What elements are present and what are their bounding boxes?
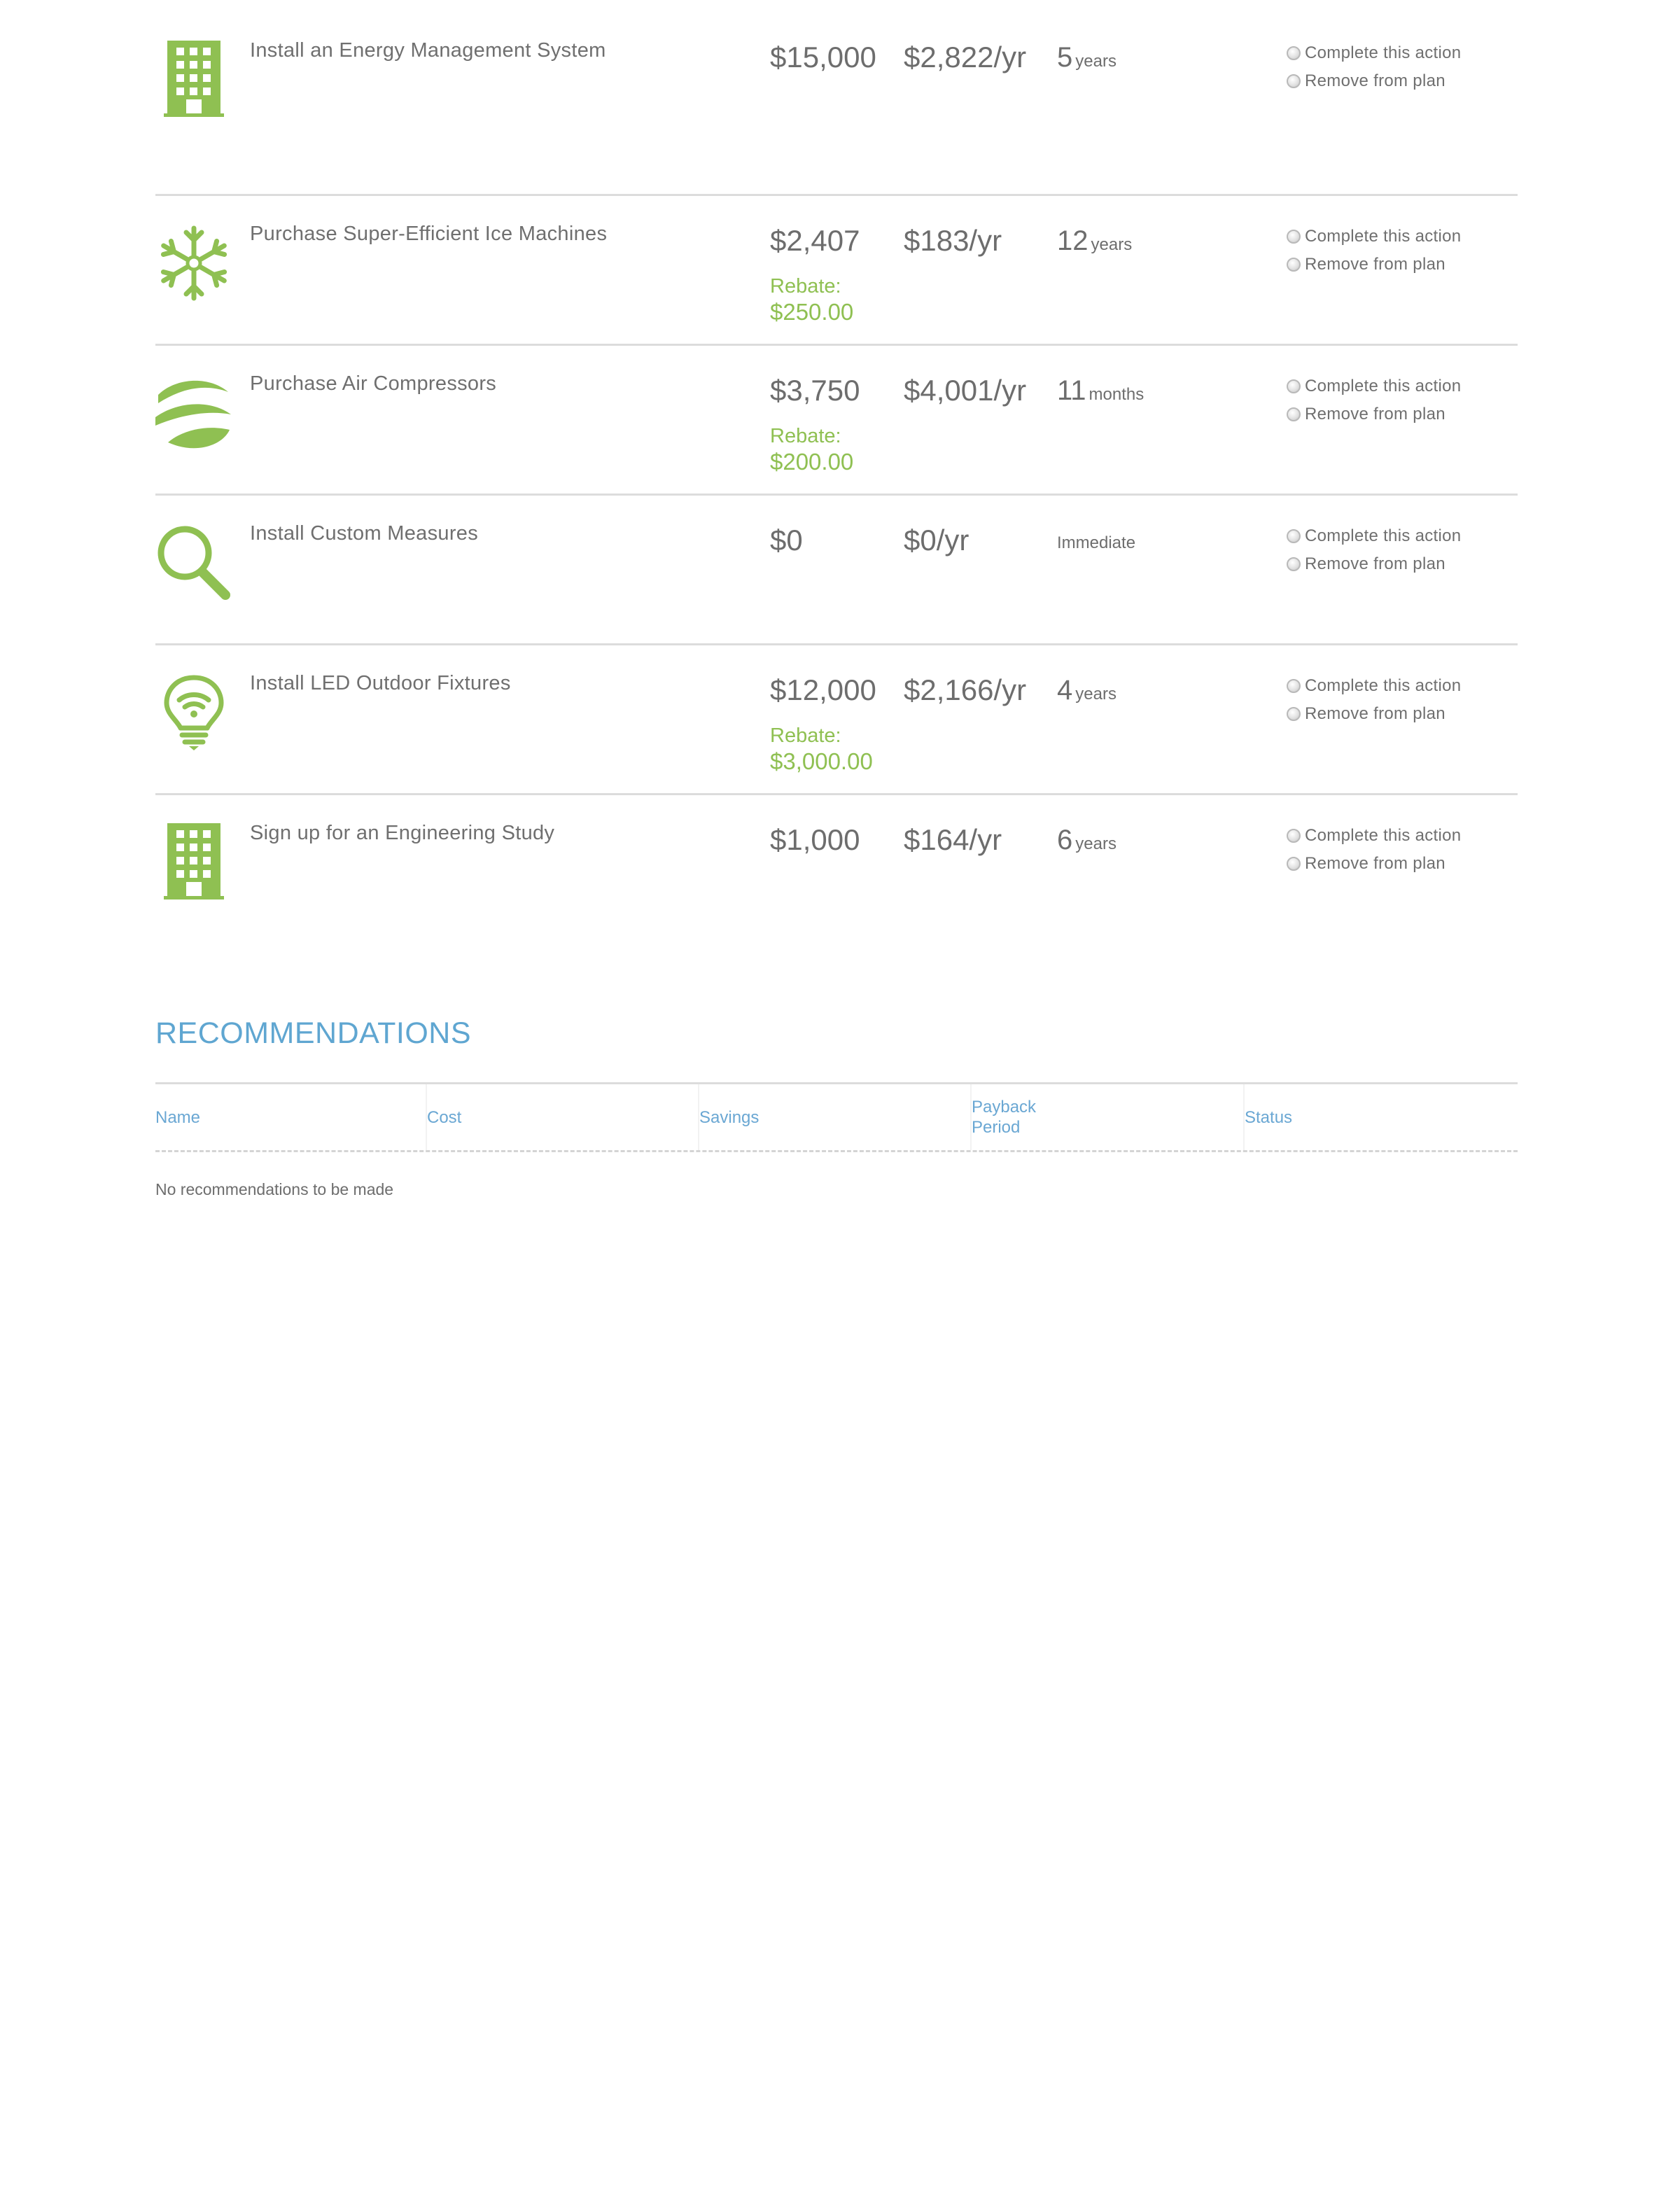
radio-button[interactable] <box>1287 707 1301 721</box>
remove-from-plan-option[interactable] <box>1287 400 1461 428</box>
magnifier-icon <box>155 524 232 602</box>
action-payback <box>1057 374 1144 414</box>
recommendations-table <box>155 1082 1518 1199</box>
action-row <box>155 496 1518 645</box>
payback-number: 12 <box>1057 225 1088 256</box>
action-name: Purchase Super-Efficient Ice Machines <box>250 223 608 245</box>
complete-action-option[interactable] <box>1287 522 1461 550</box>
option-label: Remove from plan <box>1305 405 1446 424</box>
option-label: Complete this action <box>1305 826 1462 845</box>
cost-value: $3,750 <box>770 374 860 407</box>
radio-button[interactable] <box>1287 829 1301 843</box>
rebate-label: Rebate: <box>770 724 841 747</box>
complete-action-option[interactable] <box>1287 372 1461 400</box>
page <box>155 0 1518 1198</box>
radio-button[interactable] <box>1287 258 1301 272</box>
action-savings: $0/yr <box>904 524 969 556</box>
column-header-name[interactable]: Name <box>155 1107 201 1127</box>
payback-unit: years <box>1075 685 1116 704</box>
action-name: Sign up for an Engineering Study <box>250 822 555 844</box>
cost-value: $2,407 <box>770 224 860 257</box>
rebate-label: Rebate: <box>770 425 841 447</box>
action-cost <box>770 41 876 74</box>
action-row <box>155 645 1518 795</box>
payback-number: 4 <box>1057 675 1073 706</box>
snowflake-icon <box>155 224 232 302</box>
option-label: Complete this action <box>1305 676 1462 695</box>
payback-number: 11 <box>1057 375 1086 406</box>
payback-unit: years <box>1075 52 1116 71</box>
rebate-value: $250.00 <box>770 299 854 325</box>
remove-from-plan-option[interactable] <box>1287 251 1461 279</box>
action-options <box>1287 822 1461 878</box>
cost-value: $0 <box>770 524 803 556</box>
payback-header-line: Payback <box>972 1098 1037 1116</box>
action-options <box>1287 522 1461 578</box>
building-icon <box>155 41 232 119</box>
option-label: Remove from plan <box>1305 554 1446 573</box>
action-name: Purchase Air Compressors <box>250 372 497 395</box>
action-savings: $164/yr <box>904 823 1002 856</box>
air-compressor-icon <box>155 374 232 452</box>
payback-number: 6 <box>1057 825 1073 855</box>
column-header-savings[interactable]: Savings <box>699 1107 760 1127</box>
action-cost <box>770 524 803 557</box>
option-label: Complete this action <box>1305 43 1462 62</box>
cost-value: $12,000 <box>770 673 876 706</box>
action-payback <box>1057 224 1132 264</box>
payback-number: 5 <box>1057 42 1073 73</box>
rebate-value: $200.00 <box>770 449 854 475</box>
cost-value: $1,000 <box>770 823 860 856</box>
action-savings: $2,166/yr <box>904 673 1027 706</box>
action-name: Install an Energy Management System <box>250 39 606 62</box>
complete-action-option[interactable] <box>1287 223 1461 251</box>
complete-action-option[interactable] <box>1287 822 1461 850</box>
column-header-payback-period[interactable] <box>972 1084 1056 1150</box>
action-payback <box>1057 526 1135 562</box>
action-options <box>1287 372 1461 428</box>
action-row <box>155 795 1518 945</box>
empty-message: No recommendations to be made <box>155 1180 394 1198</box>
payback-unit: years <box>1091 235 1133 254</box>
option-label: Complete this action <box>1305 526 1462 545</box>
action-options <box>1287 39 1461 95</box>
action-savings: $4,001/yr <box>904 374 1027 407</box>
payback-header-line: Period <box>972 1118 1021 1137</box>
action-cost <box>770 374 860 476</box>
payback-text: Immediate <box>1057 533 1136 552</box>
action-cost <box>770 224 860 326</box>
complete-action-option[interactable] <box>1287 672 1461 700</box>
action-options <box>1287 672 1461 728</box>
option-label: Remove from plan <box>1305 704 1446 723</box>
rebate-value: $3,000.00 <box>770 748 873 774</box>
action-payback <box>1057 41 1116 80</box>
recommendations-header <box>155 1082 1518 1152</box>
radio-button[interactable] <box>1287 407 1301 421</box>
action-options <box>1287 223 1461 279</box>
action-cost <box>770 673 876 776</box>
action-name: Install LED Outdoor Fixtures <box>250 672 511 694</box>
action-row <box>155 196 1518 346</box>
radio-button[interactable] <box>1287 679 1301 693</box>
option-label: Complete this action <box>1305 377 1462 396</box>
complete-action-option[interactable] <box>1287 39 1461 67</box>
cost-value: $15,000 <box>770 41 876 74</box>
column-header-status[interactable]: Status <box>1245 1107 1293 1127</box>
action-payback <box>1057 673 1116 713</box>
payback-unit: years <box>1075 834 1116 853</box>
action-row <box>155 0 1518 196</box>
option-label: Complete this action <box>1305 227 1462 246</box>
rebate-label: Rebate: <box>770 275 841 298</box>
radio-button[interactable] <box>1287 230 1301 244</box>
recommendations-title: RECOMMENDATIONS <box>155 1016 472 1050</box>
option-label: Remove from plan <box>1305 71 1446 90</box>
radio-button[interactable] <box>1287 857 1301 871</box>
action-savings: $183/yr <box>904 224 1002 257</box>
action-row <box>155 346 1518 496</box>
remove-from-plan-option[interactable] <box>1287 700 1461 728</box>
remove-from-plan-option[interactable] <box>1287 850 1461 878</box>
action-savings: $2,822/yr <box>904 41 1027 74</box>
action-cost <box>770 823 860 857</box>
light-bulb-icon <box>155 673 232 752</box>
building-icon <box>155 823 232 902</box>
radio-button[interactable] <box>1287 379 1301 393</box>
payback-unit: months <box>1088 385 1144 404</box>
action-payback <box>1057 823 1116 863</box>
option-label: Remove from plan <box>1305 255 1446 274</box>
remove-from-plan-option[interactable] <box>1287 550 1461 578</box>
option-label: Remove from plan <box>1305 854 1446 873</box>
action-name: Install Custom Measures <box>250 522 479 545</box>
column-header-cost[interactable]: Cost <box>427 1107 462 1127</box>
radio-button[interactable] <box>1287 529 1301 543</box>
radio-button[interactable] <box>1287 74 1301 88</box>
radio-button[interactable] <box>1287 557 1301 571</box>
remove-from-plan-option[interactable] <box>1287 67 1461 95</box>
radio-button[interactable] <box>1287 46 1301 60</box>
